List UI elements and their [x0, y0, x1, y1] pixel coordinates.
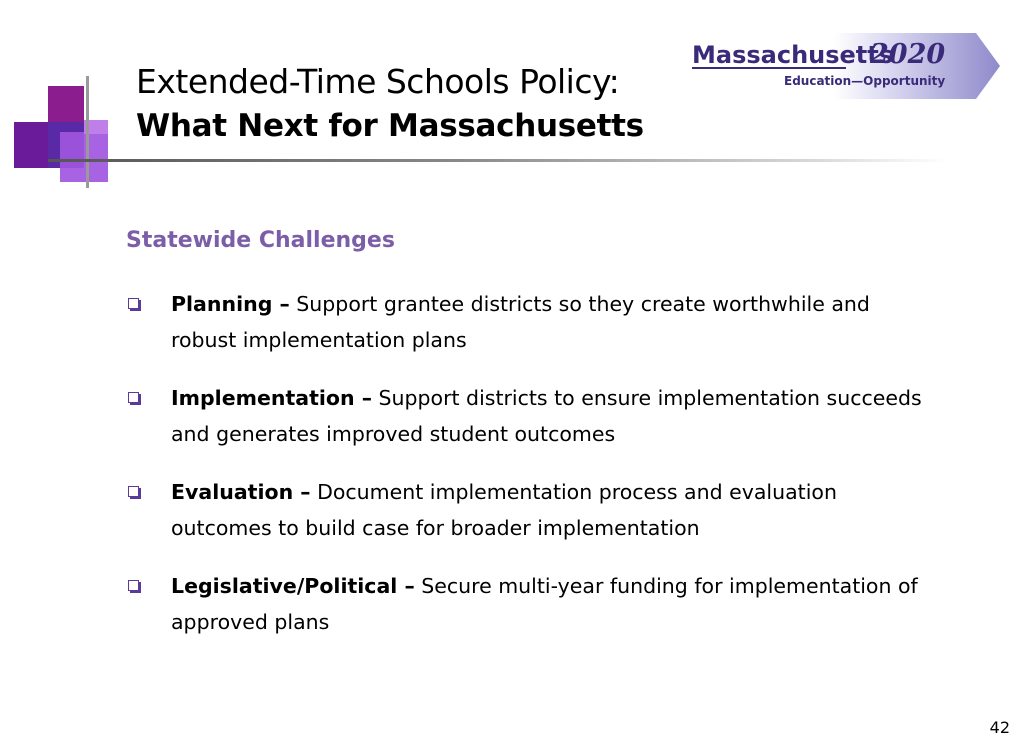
decor-square-dark-purple [14, 122, 48, 168]
checkbox-bullet-icon [128, 392, 139, 403]
bullet-lead: Legislative/Political – [171, 574, 415, 598]
massachusetts-2020-logo [684, 30, 1002, 100]
page-number: 42 [989, 718, 1010, 737]
bullet-item-planning [126, 286, 926, 358]
slide-title-line1: Extended-Time Schools Policy: [136, 62, 620, 101]
bullet-text: Document implementation process and evaluation outcomes to build case for broader implementation [171, 480, 837, 540]
bullet-text: Support districts to ensure implementation succeeds and generates improved student outcomes [171, 386, 922, 446]
section-heading: Statewide Challenges [126, 228, 395, 253]
bullet-lead: Planning – [171, 292, 290, 316]
logo-name: Massachusetts [692, 41, 894, 69]
logo-year: 2020 [870, 39, 946, 70]
checkbox-bullet-icon [128, 486, 139, 497]
decor-square-magenta [48, 86, 84, 122]
slide-title-line2: What Next for Massachusetts [136, 108, 644, 144]
checkbox-bullet-icon [128, 580, 139, 591]
bullet-lead: Evaluation – [171, 480, 311, 504]
title-underline-rule [48, 159, 948, 162]
checkbox-bullet-icon [128, 298, 139, 309]
bullet-text: Secure multi-year funding for implementation of approved plans [171, 574, 918, 634]
decor-square-violet [60, 132, 108, 182]
bullet-list [126, 286, 926, 662]
decor-vertical-rule [86, 76, 89, 188]
bullet-text: Support grantee districts so they create worthwhile and robust implementation plans [171, 292, 870, 352]
bullet-item-legislative-political [126, 568, 926, 640]
logo-tagline: Education—Opportunity [784, 74, 946, 88]
bullet-item-implementation [126, 380, 926, 452]
bullet-item-evaluation [126, 474, 926, 546]
bullet-lead: Implementation – [171, 386, 372, 410]
